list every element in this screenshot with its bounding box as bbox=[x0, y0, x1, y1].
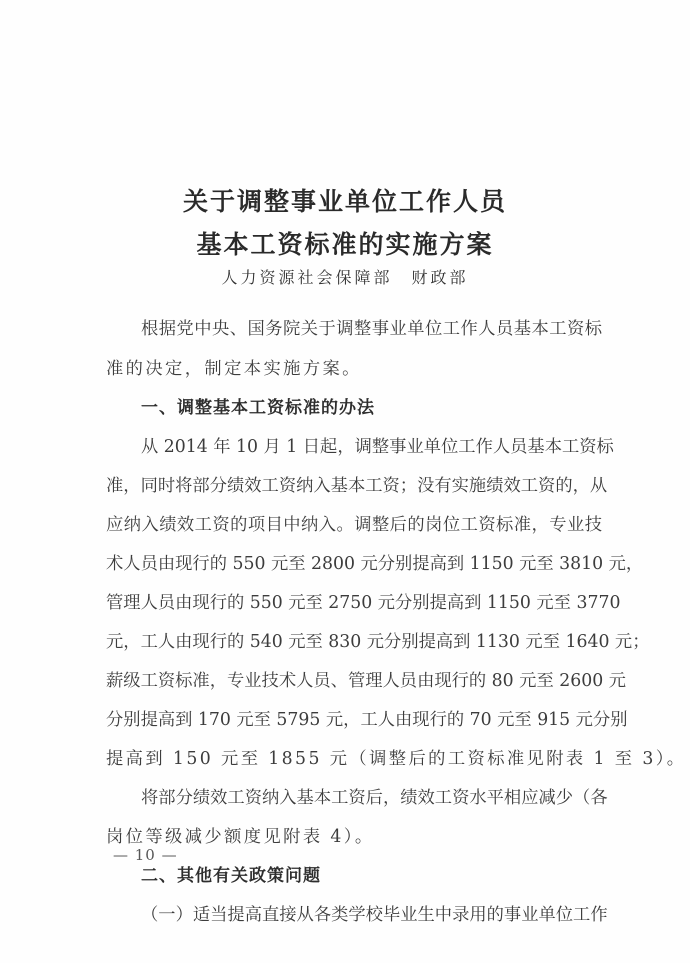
section-1-para-1-line-9: 提高到 150 元至 1855 元（调整后的工资标准见附表 1 至 3）。 bbox=[106, 749, 687, 769]
section-2-heading: 二、其他有关政策问题 bbox=[141, 866, 321, 886]
section-1-para-1-line-6: 元，工人由现行的 540 元至 830 元分别提高到 1130 元至 1640 元； bbox=[106, 632, 650, 652]
section-2-para-1-line-1: （一）适当提高直接从各类学校毕业生中录用的事业单位工作 bbox=[141, 905, 608, 925]
intro-line-1: 根据党中央、国务院关于调整事业单位工作人员基本工资标 bbox=[141, 319, 602, 339]
section-1-para-1-line-4: 术人员由现行的 550 元至 2800 元分别提高到 1150 元至 3810 元， bbox=[106, 554, 644, 574]
document-issuers: 人力资源社会保障部 财政部 bbox=[221, 268, 469, 287]
section-1-para-2-line-1: 将部分绩效工资纳入基本工资后，绩效工资水平相应减少（各 bbox=[141, 788, 608, 808]
document-title-line-1: 关于调整事业单位工作人员 bbox=[182, 187, 507, 216]
section-1-para-1-line-3: 应纳入绩效工资的项目中纳入。调整后的岗位工资标准，专业技 bbox=[106, 515, 602, 535]
document-title-line-2: 基本工资标准的实施方案 bbox=[196, 230, 494, 259]
page-number: — 10 — bbox=[113, 846, 178, 864]
section-1-para-1-line-1: 从 2014 年 10 月 1 日起，调整事业单位工作人员基本工资标 bbox=[141, 437, 614, 457]
section-1-para-1-line-7: 薪级工资标准，专业技术人员、管理人员由现行的 80 元至 2600 元 bbox=[106, 671, 626, 691]
section-1-para-2-line-2: 岗位等级减少额度见附表 4）。 bbox=[106, 827, 375, 847]
section-1-para-1-line-2: 准，同时将部分绩效工资纳入基本工资；没有实施绩效工资的，从 bbox=[106, 476, 608, 496]
intro-line-2: 准的决定，制定本实施方案。 bbox=[106, 359, 362, 379]
section-1-heading: 一、调整基本工资标准的办法 bbox=[141, 398, 375, 418]
section-1-para-1-line-8: 分别提高到 170 元至 5795 元，工人由现行的 70 元至 915 元分别 bbox=[106, 710, 628, 730]
section-1-para-1-line-5: 管理人员由现行的 550 元至 2750 元分别提高到 1150 元至 3770 bbox=[106, 593, 621, 613]
